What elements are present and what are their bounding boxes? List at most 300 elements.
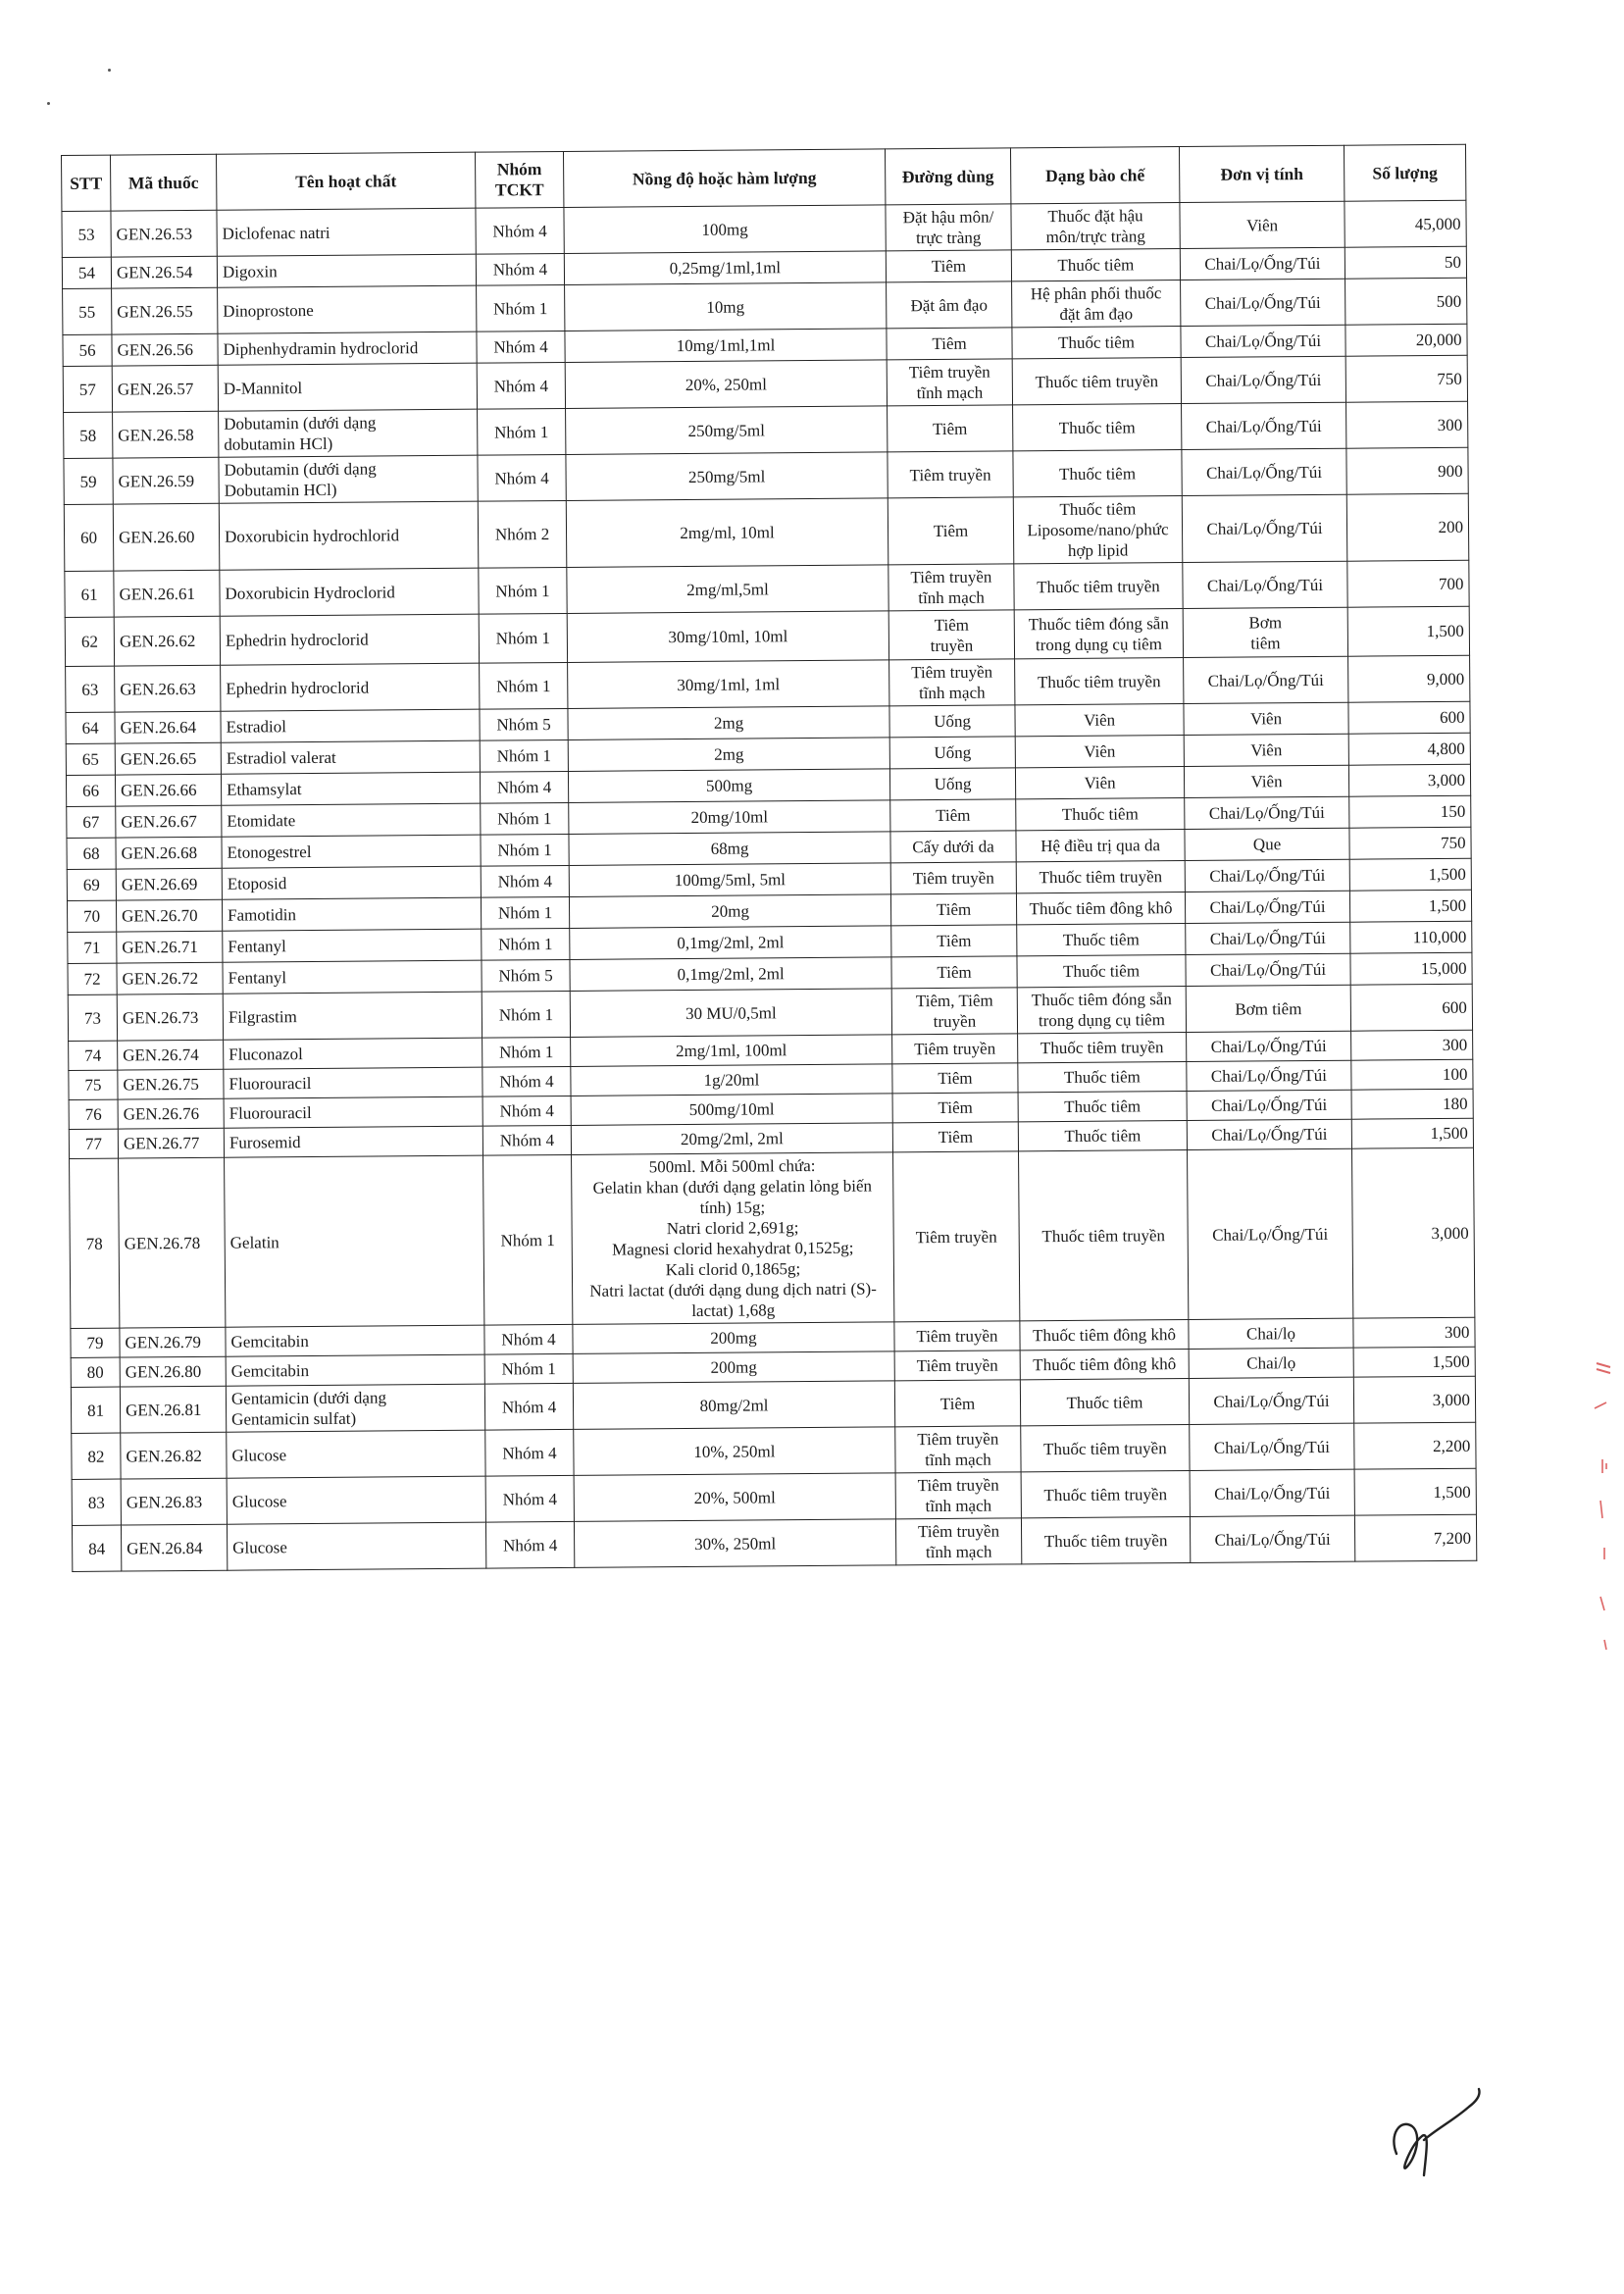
cell-unit: Chai/Lọ/Ống/Túi: [1183, 561, 1347, 608]
cell-concentration: 200mg: [573, 1351, 894, 1384]
cell-unit: Bơm tiêm: [1183, 607, 1347, 657]
cell-technical-group: Nhóm 4: [485, 1429, 574, 1476]
cell-unit: Chai/Lọ/Ống/Túi: [1187, 1060, 1351, 1091]
cell-route: Tiêm truyền tĩnh mạch: [889, 659, 1015, 706]
cell-concentration: 30 MU/0,5ml: [570, 989, 891, 1038]
cell-technical-group: Nhóm 1: [481, 834, 569, 866]
cell-unit: Chai/Lọ/Ống/Túi: [1189, 1377, 1353, 1424]
cell-route: Tiêm truyền: [890, 862, 1016, 894]
cell-dosage-form: Hệ điều trị qua da: [1016, 830, 1185, 862]
cell-row-number: 75: [69, 1070, 118, 1099]
cell-unit: Chai/lọ: [1189, 1348, 1353, 1378]
cell-row-number: 77: [69, 1129, 118, 1158]
cell-route: Tiêm truyền: [894, 1351, 1020, 1381]
drug-list-table: [61, 144, 1477, 1572]
cell-unit: Chai/Lọ/Ống/Túi: [1182, 448, 1346, 495]
cell-active-ingredient: Fluconazol: [224, 1038, 482, 1069]
cell-drug-code: GEN.26.84: [121, 1524, 227, 1571]
cell-technical-group: Nhóm 4: [484, 1324, 573, 1354]
cell-active-ingredient: Gemcitabin: [226, 1325, 484, 1356]
cell-concentration: 250mg/5ml: [566, 452, 888, 501]
cell-drug-code: GEN.26.83: [121, 1478, 227, 1525]
cell-concentration: 10mg/1ml,1ml: [565, 329, 887, 363]
cell-quantity: 1,500: [1349, 858, 1471, 891]
cell-active-ingredient: Etonogestrel: [222, 835, 481, 868]
cell-unit: Chai/Lọ/Ống/Túi: [1181, 356, 1345, 403]
header-drug-code: Mã thuốc: [111, 154, 217, 211]
cell-drug-code: GEN.26.56: [112, 333, 218, 366]
cell-route: Tiêm truyền tĩnh mạch: [888, 564, 1014, 611]
table-row: [70, 1147, 1475, 1328]
cell-quantity: 750: [1345, 355, 1467, 402]
cell-quantity: 900: [1346, 447, 1468, 494]
cell-dosage-form: Thuốc tiêm đông khô: [1016, 892, 1185, 925]
cell-unit: Viên: [1184, 765, 1348, 797]
cell-concentration: 30mg/1ml, 1ml: [568, 660, 889, 709]
cell-drug-code: GEN.26.82: [121, 1432, 227, 1479]
cell-concentration: 250mg/5ml: [566, 406, 888, 455]
cell-active-ingredient: Diphenhydramin hydroclorid: [218, 331, 477, 365]
cell-unit: Chai/Lọ/Ống/Túi: [1182, 402, 1346, 449]
cell-row-number: 72: [68, 963, 117, 994]
handwritten-signature: [1383, 2077, 1491, 2185]
cell-route: Đặt hậu môn/ trực tràng: [886, 204, 1011, 251]
cell-quantity: 1,500: [1353, 1347, 1475, 1377]
cell-active-ingredient: Estradiol: [221, 709, 480, 742]
cell-unit: Chai/Lọ/Ống/Túi: [1185, 796, 1349, 829]
cell-route: Tiêm truyền tĩnh mạch: [895, 1518, 1021, 1565]
cell-active-ingredient: Digoxin: [217, 254, 476, 287]
cell-dosage-form: Thuốc tiêm: [1018, 1062, 1187, 1093]
cell-drug-code: GEN.26.57: [112, 365, 218, 412]
cell-route: Tiêm truyền: [893, 1151, 1020, 1322]
cell-dosage-form: Thuốc tiêm: [1018, 1092, 1187, 1122]
cell-technical-group: Nhóm 4: [482, 1096, 571, 1126]
cell-technical-group: Nhóm 4: [485, 1521, 574, 1568]
cell-row-number: 63: [66, 666, 115, 712]
cell-row-number: 56: [63, 334, 112, 366]
cell-active-ingredient: Gelatin: [225, 1155, 484, 1327]
cell-active-ingredient: Ethamsylat: [221, 772, 480, 805]
cell-drug-code: GEN.26.70: [116, 899, 222, 932]
cell-concentration: 2mg: [568, 738, 889, 772]
cell-row-number: 79: [71, 1328, 120, 1357]
cell-concentration: 100mg/5ml, 5ml: [569, 863, 890, 897]
cell-row-number: 69: [67, 869, 116, 900]
cell-drug-code: GEN.26.81: [120, 1386, 226, 1433]
cell-technical-group: Nhóm 1: [479, 567, 567, 614]
cell-active-ingredient: Gemcitabin: [226, 1354, 484, 1386]
cell-route: Tiêm: [887, 328, 1012, 360]
cell-quantity: 15,000: [1350, 952, 1472, 985]
cell-dosage-form: Thuốc tiêm truyền: [1021, 1516, 1190, 1563]
cell-quantity: 1,500: [1347, 606, 1469, 656]
cell-concentration: 2mg/ml, 10ml: [566, 498, 888, 568]
cell-unit: Que: [1185, 828, 1349, 860]
cell-dosage-form: Thuốc tiêm: [1012, 327, 1181, 359]
cell-quantity: 20,000: [1345, 324, 1467, 356]
cell-drug-code: GEN.26.69: [116, 868, 222, 900]
cell-concentration: 2mg: [568, 706, 889, 740]
cell-technical-group: Nhóm 5: [480, 708, 568, 740]
cell-technical-group: Nhóm 1: [480, 662, 568, 709]
cell-technical-group: Nhóm 4: [482, 1125, 571, 1155]
cell-technical-group: Nhóm 1: [481, 896, 569, 929]
cell-technical-group: Nhóm 4: [484, 1383, 573, 1430]
header-quantity: Số lượng: [1344, 144, 1465, 201]
cell-concentration: 500ml. Mỗi 500ml chứa: Gelatin khan (dưới dạng gelatin lỏng biến tính) 15g; Natri clorid 2,691g; Magnesi clorid hexahydrat 0,1525g; Kali clorid 0,1865g; Natri lactat (dưới dạng dung dịch natri (S)- lactat) 1,68g: [572, 1152, 894, 1325]
cell-route: Tiêm: [890, 893, 1016, 926]
table-row: [64, 493, 1468, 571]
cell-quantity: 600: [1348, 701, 1470, 734]
cell-quantity: 500: [1345, 278, 1467, 325]
cell-quantity: 180: [1351, 1089, 1473, 1119]
cell-quantity: 1,500: [1354, 1468, 1476, 1515]
cell-active-ingredient: Ephedrin hydroclorid: [221, 663, 480, 711]
cell-row-number: 73: [68, 994, 117, 1041]
cell-quantity: 45,000: [1345, 200, 1466, 247]
cell-dosage-form: Thuốc tiêm: [1016, 798, 1185, 831]
cell-unit: Chai/Lọ/Ống/Túi: [1184, 656, 1348, 703]
cell-drug-code: GEN.26.79: [120, 1327, 226, 1357]
cell-technical-group: Nhóm 1: [482, 991, 570, 1038]
cell-active-ingredient: Dobutamin (dưới dạng dobutamin HCl): [219, 409, 478, 457]
cell-drug-code: GEN.26.75: [118, 1069, 224, 1099]
cell-dosage-form: Thuốc tiêm: [1013, 450, 1182, 497]
cell-drug-code: GEN.26.62: [114, 616, 220, 666]
cell-dosage-form: Thuốc tiêm truyền: [1019, 1150, 1189, 1321]
cell-active-ingredient: Fentanyl: [223, 960, 482, 994]
cell-active-ingredient: Fluorouracil: [224, 1067, 482, 1098]
cell-active-ingredient: Filgrastim: [223, 992, 482, 1040]
header-active-ingredient: Tên hoạt chất: [216, 152, 475, 210]
cell-unit: Chai/Lọ/Ống/Túi: [1185, 859, 1349, 892]
cell-drug-code: GEN.26.74: [118, 1040, 224, 1070]
cell-technical-group: Nhóm 4: [476, 253, 564, 285]
cell-route: Tiêm: [891, 925, 1017, 957]
cell-quantity: 9,000: [1348, 655, 1470, 702]
cell-technical-group: Nhóm 1: [484, 1353, 573, 1384]
table-row: [72, 1514, 1476, 1571]
cell-dosage-form: Viên: [1015, 704, 1184, 737]
cell-quantity: 100: [1351, 1059, 1473, 1090]
cell-route: Tiêm truyền: [888, 451, 1013, 498]
header-technical-group: Nhóm TCKT: [475, 151, 563, 208]
cell-row-number: 64: [66, 712, 115, 743]
cell-drug-code: GEN.26.53: [111, 210, 217, 257]
cell-dosage-form: Viên: [1015, 736, 1184, 768]
cell-dosage-form: Thuốc đặt hậu môn/trực tràng: [1011, 203, 1180, 250]
cell-drug-code: GEN.26.68: [116, 837, 222, 869]
cell-row-number: 60: [64, 504, 114, 571]
cell-active-ingredient: Estradiol valerat: [221, 740, 480, 774]
cell-unit: Chai/Lọ/Ống/Túi: [1180, 247, 1345, 280]
cell-active-ingredient: Dobutamin (dưới dạng Dobutamin HCl): [219, 455, 478, 503]
cell-unit: Chai/lọ: [1189, 1318, 1353, 1349]
cell-row-number: 53: [62, 211, 111, 257]
cell-row-number: 82: [72, 1433, 121, 1479]
cell-route: Tiêm: [894, 1380, 1020, 1427]
cell-row-number: 74: [69, 1041, 118, 1070]
cell-drug-code: GEN.26.73: [117, 994, 223, 1041]
cell-route: Tiêm: [888, 497, 1014, 565]
cell-unit: Bơm tiêm: [1186, 985, 1350, 1032]
cell-active-ingredient: Ephedrin hydroclorid: [220, 614, 479, 665]
cell-concentration: 100mg: [564, 205, 886, 254]
header-unit: Đơn vị tính: [1179, 145, 1344, 202]
cell-concentration: 500mg/10ml: [571, 1094, 892, 1126]
scan-speck: [47, 102, 50, 105]
cell-drug-code: GEN.26.66: [115, 774, 221, 806]
cell-unit: Chai/Lọ/Ống/Túi: [1181, 279, 1345, 326]
cell-concentration: 200mg: [573, 1322, 894, 1354]
cell-quantity: 300: [1353, 1317, 1475, 1348]
table-body: [62, 200, 1477, 1571]
cell-technical-group: Nhóm 4: [481, 865, 569, 897]
header-dosage-form: Dạng bào chế: [1010, 147, 1179, 204]
cell-active-ingredient: Diclofenac natri: [217, 208, 476, 256]
cell-unit: Chai/Lọ/Ống/Túi: [1186, 953, 1350, 986]
cell-drug-code: GEN.26.61: [114, 570, 220, 617]
cell-dosage-form: Thuốc tiêm đóng sẵn trong dụng cụ tiêm: [1017, 987, 1186, 1034]
cell-route: Tiêm truyền: [894, 1321, 1020, 1351]
cell-dosage-form: Viên: [1015, 767, 1184, 799]
cell-active-ingredient: Dinoprostone: [218, 285, 477, 333]
cell-route: Đặt âm đạo: [887, 281, 1012, 329]
cell-unit: Chai/Lọ/Ống/Túi: [1186, 922, 1350, 954]
cell-quantity: 4,800: [1348, 733, 1470, 765]
cell-route: Tiêm: [892, 1093, 1018, 1123]
cell-dosage-form: Thuốc tiêm: [1013, 404, 1182, 451]
cell-row-number: 76: [69, 1099, 118, 1129]
cell-row-number: 62: [65, 617, 114, 666]
cell-concentration: 2mg/ml,5ml: [567, 565, 888, 614]
cell-quantity: 3,000: [1353, 1376, 1475, 1423]
cell-row-number: 58: [64, 412, 113, 458]
cell-unit: Viên: [1180, 201, 1345, 248]
cell-dosage-form: Thuốc tiêm truyền: [1016, 861, 1185, 893]
cell-row-number: 59: [64, 458, 113, 504]
cell-technical-group: Nhóm 4: [482, 1066, 571, 1096]
cell-quantity: 300: [1346, 401, 1468, 448]
cell-active-ingredient: Furosemid: [224, 1126, 482, 1157]
cell-row-number: 83: [72, 1479, 121, 1525]
cell-drug-code: GEN.26.55: [112, 287, 218, 334]
cell-technical-group: Nhóm 1: [479, 613, 567, 663]
cell-unit: Chai/Lọ/Ống/Túi: [1190, 1423, 1354, 1470]
cell-row-number: 57: [63, 366, 112, 412]
cell-dosage-form: Thuốc tiêm đông khô: [1020, 1350, 1189, 1380]
cell-quantity: 200: [1346, 493, 1469, 561]
cell-concentration: 20mg/2ml, 2ml: [571, 1123, 892, 1155]
cell-technical-group: Nhóm 4: [480, 771, 568, 803]
scan-speck: [108, 69, 111, 72]
cell-route: Uống: [889, 705, 1015, 738]
cell-unit: Chai/Lọ/Ống/Túi: [1188, 1148, 1353, 1319]
cell-technical-group: Nhóm 1: [477, 284, 565, 331]
cell-dosage-form: Thuốc tiêm: [1020, 1379, 1189, 1426]
cell-dosage-form: Thuốc tiêm đông khô: [1020, 1320, 1189, 1351]
cell-drug-code: GEN.26.78: [119, 1157, 226, 1328]
cell-route: Tiêm truyền: [888, 610, 1014, 660]
cell-active-ingredient: D-Mannitol: [218, 363, 477, 411]
cell-technical-group: Nhóm 1: [482, 1037, 571, 1067]
cell-row-number: 78: [70, 1158, 120, 1328]
cell-quantity: 600: [1350, 984, 1472, 1031]
cell-dosage-form: Thuốc tiêm Liposome/nano/phức hợp lipid: [1013, 496, 1183, 564]
cell-route: Tiêm: [892, 1063, 1018, 1094]
cell-active-ingredient: Fluorouracil: [224, 1096, 482, 1128]
cell-drug-code: GEN.26.71: [117, 931, 223, 963]
cell-concentration: 20%, 500ml: [574, 1473, 895, 1522]
cell-dosage-form: Hệ phân phối thuốc đặt âm đạo: [1012, 280, 1181, 328]
cell-concentration: 68mg: [569, 832, 890, 866]
cell-quantity: 3,000: [1348, 764, 1470, 796]
header-stt: STT: [62, 155, 111, 211]
cell-dosage-form: Thuốc tiêm truyền: [1021, 1425, 1190, 1472]
cell-drug-code: GEN.26.65: [115, 742, 221, 775]
cell-quantity: 150: [1349, 795, 1471, 828]
cell-dosage-form: Thuốc tiêm truyền: [1015, 658, 1184, 705]
cell-unit: Chai/Lọ/Ống/Túi: [1185, 891, 1349, 923]
cell-drug-code: GEN.26.67: [116, 805, 222, 838]
cell-dosage-form: Thuốc tiêm truyền: [1021, 1471, 1190, 1518]
cell-technical-group: Nhóm 4: [478, 454, 566, 501]
cell-row-number: 70: [67, 900, 116, 932]
margin-marks: [1581, 1353, 1620, 1667]
cell-route: Tiêm: [888, 405, 1013, 452]
cell-route: Tiêm, Tiêm truyền: [891, 988, 1017, 1035]
cell-quantity: 2,200: [1354, 1422, 1476, 1469]
cell-quantity: 300: [1351, 1030, 1473, 1060]
cell-active-ingredient: Glucose: [227, 1430, 485, 1478]
cell-unit: Viên: [1184, 734, 1348, 766]
cell-technical-group: Nhóm 5: [482, 959, 570, 992]
cell-concentration: 20mg: [569, 894, 890, 929]
cell-unit: Chai/Lọ/Ống/Túi: [1187, 1031, 1351, 1061]
cell-concentration: 10mg: [565, 282, 887, 331]
cell-technical-group: Nhóm 1: [478, 408, 566, 455]
cell-concentration: 1g/20ml: [571, 1064, 892, 1096]
cell-concentration: 2mg/1ml, 100ml: [571, 1035, 892, 1067]
cell-quantity: 1,500: [1349, 890, 1471, 922]
cell-concentration: 0,1mg/2ml, 2ml: [570, 926, 891, 960]
cell-row-number: 71: [68, 932, 117, 963]
cell-drug-code: GEN.26.64: [115, 711, 221, 743]
cell-quantity: 1,500: [1351, 1118, 1473, 1148]
cell-quantity: 3,000: [1351, 1147, 1474, 1318]
cell-unit: Chai/Lọ/Ống/Túi: [1187, 1090, 1351, 1120]
cell-active-ingredient: Glucose: [227, 1476, 485, 1524]
cell-active-ingredient: Famotidin: [222, 897, 481, 931]
cell-technical-group: Nhóm 2: [478, 500, 567, 568]
cell-quantity: 750: [1349, 827, 1471, 859]
cell-row-number: 84: [72, 1525, 121, 1571]
cell-route: Uống: [889, 768, 1015, 800]
cell-dosage-form: Thuốc tiêm truyền: [1012, 358, 1181, 405]
cell-active-ingredient: Doxorubicin hydrochlorid: [219, 501, 479, 570]
cell-concentration: 0,25mg/1ml,1ml: [564, 251, 886, 285]
cell-route: Tiêm truyền tĩnh mạch: [895, 1426, 1021, 1473]
cell-unit: Chai/Lọ/Ống/Túi: [1182, 494, 1347, 562]
cell-row-number: 81: [71, 1387, 120, 1433]
cell-unit: Chai/Lọ/Ống/Túi: [1190, 1515, 1354, 1562]
cell-dosage-form: Thuốc tiêm: [1011, 249, 1180, 281]
cell-route: Tiêm: [891, 956, 1017, 989]
cell-drug-code: GEN.26.72: [117, 962, 223, 994]
cell-active-ingredient: Glucose: [227, 1522, 485, 1570]
cell-row-number: 61: [65, 571, 114, 617]
cell-technical-group: Nhóm 1: [482, 928, 570, 960]
header-route: Đường dùng: [885, 148, 1010, 205]
cell-route: Tiêm truyền: [892, 1034, 1018, 1064]
cell-unit: Chai/Lọ/Ống/Túi: [1190, 1469, 1354, 1516]
cell-route: Cấy dưới da: [890, 831, 1016, 863]
cell-row-number: 66: [66, 775, 115, 806]
cell-technical-group: Nhóm 4: [477, 331, 565, 363]
cell-quantity: 50: [1345, 246, 1466, 279]
cell-unit: Viên: [1184, 702, 1348, 735]
cell-concentration: 30%, 250ml: [574, 1519, 895, 1568]
cell-dosage-form: Thuốc tiêm truyền: [1018, 1033, 1187, 1063]
cell-drug-code: GEN.26.54: [111, 256, 217, 288]
cell-concentration: 20%, 250ml: [565, 360, 887, 409]
cell-dosage-form: Thuốc tiêm truyền: [1014, 563, 1183, 610]
cell-row-number: 80: [71, 1357, 120, 1387]
cell-dosage-form: Thuốc tiêm: [1018, 1121, 1187, 1151]
cell-route: Tiêm: [886, 250, 1011, 282]
cell-quantity: 110,000: [1350, 921, 1472, 953]
cell-active-ingredient: Fentanyl: [223, 929, 482, 962]
cell-drug-code: GEN.26.63: [115, 665, 221, 712]
cell-drug-code: GEN.26.59: [113, 457, 219, 504]
cell-dosage-form: Thuốc tiêm đóng sẵn trong dụng cụ tiêm: [1014, 609, 1183, 659]
cell-concentration: 500mg: [568, 769, 889, 803]
cell-row-number: 55: [63, 288, 112, 334]
cell-drug-code: GEN.26.60: [113, 503, 220, 571]
cell-active-ingredient: Etoposid: [222, 866, 481, 899]
cell-route: Tiêm truyền tĩnh mạch: [887, 359, 1012, 406]
cell-concentration: 30mg/10ml, 10ml: [567, 611, 888, 663]
cell-concentration: 0,1mg/2ml, 2ml: [570, 957, 891, 992]
cell-concentration: 20mg/10ml: [569, 800, 890, 835]
cell-row-number: 68: [67, 838, 116, 869]
cell-dosage-form: Thuốc tiêm: [1017, 955, 1186, 988]
cell-quantity: 7,200: [1354, 1514, 1476, 1561]
cell-route: Uống: [889, 737, 1015, 769]
cell-technical-group: Nhóm 4: [476, 207, 564, 254]
cell-row-number: 54: [62, 257, 111, 288]
cell-technical-group: Nhóm 4: [477, 362, 565, 409]
cell-technical-group: Nhóm 1: [481, 802, 569, 835]
header-concentration: Nồng độ hoặc hàm lượng: [563, 149, 885, 208]
cell-concentration: 10%, 250ml: [574, 1427, 895, 1476]
cell-route: Tiêm truyền tĩnh mạch: [895, 1472, 1021, 1519]
cell-drug-code: GEN.26.58: [113, 411, 219, 458]
cell-concentration: 80mg/2ml: [573, 1381, 894, 1430]
cell-row-number: 67: [67, 806, 116, 838]
cell-dosage-form: Thuốc tiêm: [1017, 924, 1186, 956]
cell-route: Tiêm: [890, 799, 1016, 832]
cell-active-ingredient: Etomidate: [222, 803, 481, 837]
cell-technical-group: Nhóm 4: [485, 1475, 574, 1522]
cell-active-ingredient: Doxorubicin Hydroclorid: [220, 568, 479, 616]
cell-route: Tiêm: [892, 1122, 1018, 1152]
cell-drug-code: GEN.26.77: [118, 1128, 224, 1158]
cell-quantity: 700: [1347, 560, 1469, 607]
cell-active-ingredient: Gentamicin (dưới dạng Gentamicin sulfat): [226, 1384, 484, 1432]
cell-drug-code: GEN.26.76: [118, 1098, 224, 1129]
